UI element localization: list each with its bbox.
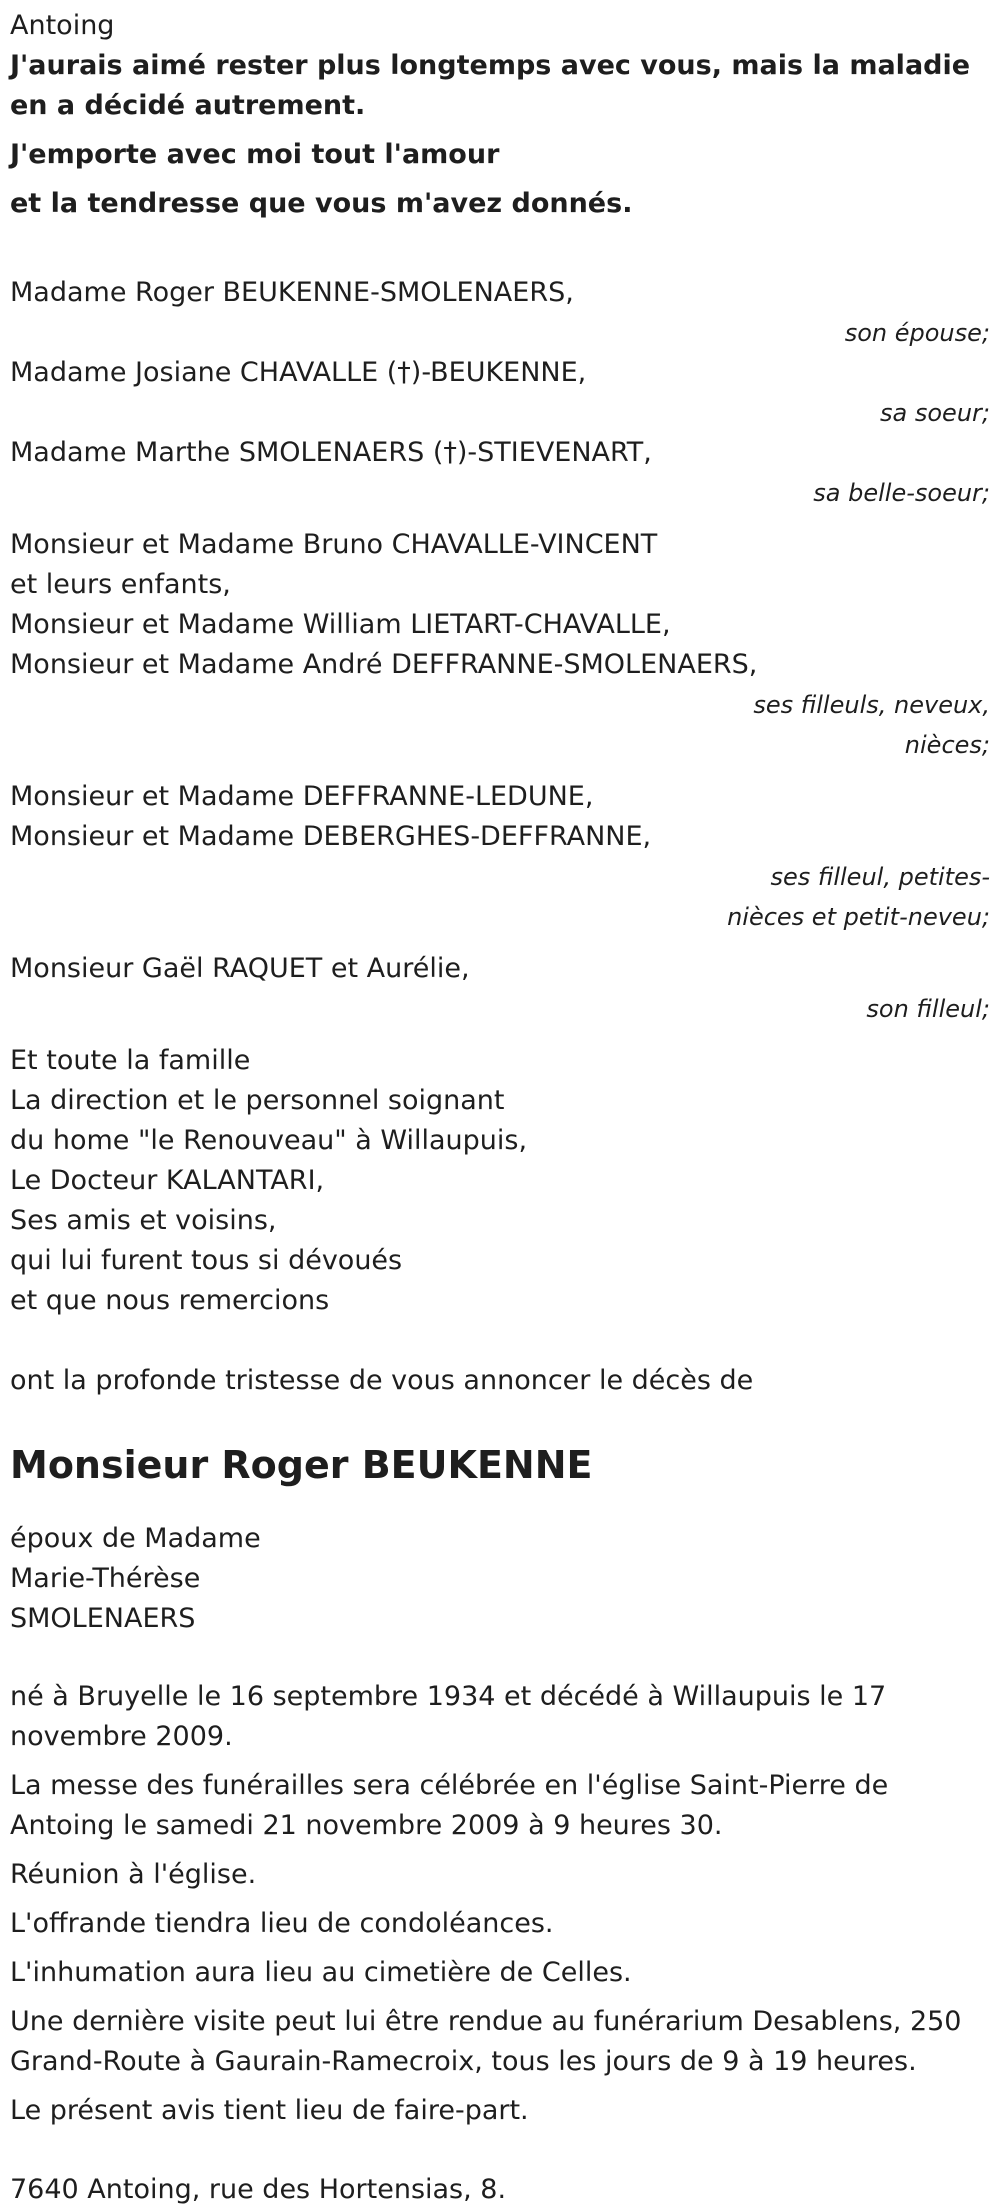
detail-paragraph: Le présent avis tient lieu de faire-part. [10, 2095, 529, 2126]
detail-paragraph: né à Bruyelle le 16 septembre 1934 et décédé à Willaupuis le 17 novembre 2009. [10, 1681, 887, 1752]
others-line: du home "le Renouveau" à Willaupuis, [10, 1125, 528, 1156]
quote-line: J'aurais aimé rester plus longtemps avec vous, mais la maladie en a décidé autrement. [10, 50, 971, 121]
quote-block [10, 46, 990, 224]
spouse-line: époux de Madame [10, 1523, 261, 1554]
others-list [10, 1041, 990, 1321]
family-relation: son filleul; [866, 995, 990, 1023]
family-entry [10, 353, 990, 433]
family-name: Monsieur Gaël RAQUET et Aurélie, [10, 953, 470, 984]
family-entry [10, 777, 990, 937]
announcement-text: ont la profonde tristesse de vous annoncer le décès de [10, 1365, 754, 1396]
family-name: Madame Marthe SMOLENAERS (†)-STIEVENART, [10, 437, 652, 468]
family-entry [10, 949, 990, 1029]
others-line: qui lui furent tous si dévoués [10, 1245, 403, 1276]
spouse-block [10, 1519, 990, 1639]
family-name: Monsieur et Madame William LIETART-CHAVALLE, [10, 609, 671, 640]
others-line: Et toute la famille [10, 1045, 251, 1076]
family-name: Madame Roger BEUKENNE-SMOLENAERS, [10, 277, 574, 308]
deceased-name: Monsieur Roger BEUKENNE [10, 1443, 593, 1487]
details-block [10, 1677, 990, 2131]
family-relation: sa belle-soeur; [813, 479, 990, 507]
family-entry [10, 273, 990, 353]
place-heading: Antoing [10, 10, 115, 41]
family-name: Monsieur et Madame Bruno CHAVALLE-VINCENT [10, 529, 658, 560]
family-name: Madame Josiane CHAVALLE (†)-BEUKENNE, [10, 357, 587, 388]
obituary-notice [10, 0, 990, 2210]
family-name: Monsieur et Madame André DEFFRANNE-SMOLENAERS, [10, 649, 758, 680]
quote-line: J'emporte avec moi tout l'amour [10, 139, 500, 170]
family-list [10, 273, 990, 1029]
detail-paragraph: L'inhumation aura lieu au cimetière de Celles. [10, 1957, 632, 1988]
family-relation: ses filleuls, neveux, nièces; [753, 691, 990, 759]
detail-paragraph: Réunion à l'église. [10, 1859, 257, 1890]
family-name: et leurs enfants, [10, 569, 231, 600]
family-entry [10, 525, 990, 765]
family-entry [10, 433, 990, 513]
family-relation: ses filleul, petites-nièces et petit-neveu; [727, 863, 990, 931]
address-line: 7640 Antoing, rue des Hortensias, 8. [10, 2174, 507, 2205]
others-line: Le Docteur KALANTARI, [10, 1165, 325, 1196]
spouse-line: Marie-Thérèse [10, 1563, 201, 1594]
detail-paragraph: La messe des funérailles sera célébrée en l'église Saint-Pierre de Antoing le samedi 21 novembre 2009 à 9 heures 30. [10, 1770, 889, 1841]
family-name: Monsieur et Madame DEFFRANNE-LEDUNE, [10, 781, 594, 812]
spouse-line: SMOLENAERS [10, 1603, 196, 1634]
others-line: La direction et le personnel soignant [10, 1085, 505, 1116]
others-line: Ses amis et voisins, [10, 1205, 277, 1236]
family-relation: sa soeur; [880, 399, 990, 427]
detail-paragraph: Une dernière visite peut lui être rendue au funérarium Desablens, 250 Grand-Route à Gaurain-Ramecroix, tous les jours de 9 à 19 heures. [10, 2006, 962, 2077]
family-relation: son épouse; [844, 319, 990, 347]
family-name: Monsieur et Madame DEBERGHES-DEFFRANNE, [10, 821, 652, 852]
quote-line: et la tendresse que vous m'avez donnés. [10, 188, 633, 219]
detail-paragraph: L'offrande tiendra lieu de condoléances. [10, 1908, 554, 1939]
others-line: et que nous remercions [10, 1285, 330, 1316]
